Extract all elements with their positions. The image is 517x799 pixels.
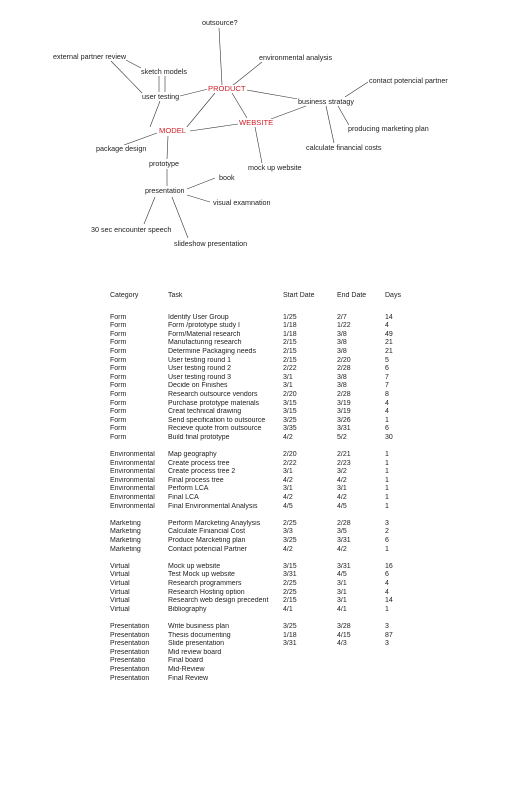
cell-category: Form <box>110 390 127 398</box>
cell-end-date: 2/28 <box>337 519 351 527</box>
cell-start-date: 2/15 <box>283 339 297 347</box>
table-row <box>110 374 415 383</box>
table-row <box>110 331 415 340</box>
cell-start-date: 2/22 <box>283 365 297 373</box>
table-row <box>110 580 415 589</box>
table-row <box>110 606 415 615</box>
cell-end-date: 3/19 <box>337 408 351 416</box>
cell-days: 1 <box>385 545 389 553</box>
cell-task: Create process tree 2 <box>168 468 236 476</box>
cell-end-date: 4/1 <box>337 605 347 613</box>
hub-product: PRODUCT <box>208 84 246 93</box>
cell-task: Form /prototype study I <box>168 322 240 330</box>
node-slideshow-presentation: slideshow presentation <box>174 239 248 248</box>
cell-days: 1 <box>385 459 389 467</box>
cell-days <box>385 666 415 675</box>
cell-start-date <box>283 657 337 666</box>
hub-website: WEBSITE <box>239 118 274 127</box>
table-row <box>110 348 415 357</box>
cell-end-date: 3/8 <box>337 339 347 347</box>
cell-end-date: 2/28 <box>337 365 351 373</box>
cell-start-date: 3/31 <box>283 571 297 579</box>
cell-category: Environmental <box>110 476 155 484</box>
cell-end-date: 3/1 <box>337 485 347 493</box>
table-row <box>110 357 415 366</box>
node-package-design: package design <box>96 144 147 153</box>
cell-end-date: 3/26 <box>337 416 351 424</box>
cell-end-date: 4/2 <box>337 476 347 484</box>
cell-start-date: 3/25 <box>283 622 297 630</box>
cell-days: 8 <box>385 390 389 398</box>
cell-category: Presentation <box>110 640 150 648</box>
cell-days: 21 <box>385 347 393 355</box>
table-row <box>110 417 415 426</box>
cell-end-date: 4/2 <box>337 494 347 502</box>
cell-task: Thesis documenting <box>168 631 231 639</box>
cell-category: Marketing <box>110 537 141 545</box>
cell-category: Environmental <box>110 459 155 467</box>
table-row <box>110 460 415 469</box>
cell-category: Marketing <box>110 528 141 536</box>
cell-start-date: 2/25 <box>283 588 297 596</box>
cell-days: 1 <box>385 494 389 502</box>
cell-days <box>385 675 415 684</box>
cell-days: 6 <box>385 537 389 545</box>
header-category: Category <box>110 292 139 299</box>
table-group <box>110 563 415 615</box>
cell-end-date: 3/8 <box>337 373 347 381</box>
table-row <box>110 400 415 409</box>
table-row <box>110 657 415 666</box>
cell-start-date <box>283 666 337 675</box>
cell-task: Final process tree <box>168 476 224 484</box>
cell-task: Manufacturing research <box>168 339 242 347</box>
node-presentation: presentation <box>145 186 185 195</box>
table-row <box>110 503 415 512</box>
cell-start-date: 4/2 <box>283 545 293 553</box>
cell-task: Determine Packaging needs <box>168 347 256 355</box>
cell-start-date: 3/15 <box>283 408 297 416</box>
table-row <box>110 520 415 529</box>
cell-start-date: 3/15 <box>283 399 297 407</box>
cell-category: Virtual <box>110 571 130 579</box>
table-row <box>110 623 415 632</box>
cell-task: Final LCA <box>168 494 199 502</box>
table-row <box>110 649 415 658</box>
cell-category: Environmental <box>110 451 155 459</box>
table-row <box>110 322 415 331</box>
cell-start-date: 3/1 <box>283 485 293 493</box>
table-row <box>110 589 415 598</box>
cell-days: 4 <box>385 588 389 596</box>
cell-task: Slide presentation <box>168 640 225 648</box>
cell-days: 1 <box>385 468 389 476</box>
mind-map <box>0 0 517 260</box>
table-row <box>110 494 415 503</box>
cell-start-date: 4/2 <box>283 476 293 484</box>
cell-category: Virtual <box>110 588 130 596</box>
header-start-date: Start Date <box>283 292 315 299</box>
cell-category: Presentation <box>110 622 150 630</box>
table-row <box>110 563 415 572</box>
cell-days: 1 <box>385 476 389 484</box>
cell-category: Presentation <box>110 648 150 656</box>
table-group <box>110 314 415 443</box>
cell-start-date <box>283 675 337 684</box>
table-row <box>110 597 415 606</box>
cell-task: Creat technical drawing <box>168 408 242 416</box>
cell-start-date: 2/20 <box>283 451 297 459</box>
cell-category: Virtual <box>110 562 130 570</box>
cell-end-date: 3/1 <box>337 588 347 596</box>
cell-task: Mock up website <box>168 562 221 570</box>
cell-task: Perform LCA <box>168 485 209 493</box>
cell-category: Environmental <box>110 468 155 476</box>
cell-end-date: 3/2 <box>337 468 347 476</box>
table-body <box>110 314 415 684</box>
node-producing-marketing-plan: producing marketing plan <box>348 124 429 133</box>
cell-days: 1 <box>385 502 389 510</box>
header-task: Task <box>168 292 183 299</box>
node-environmental-analysis: environmental analysis <box>259 53 333 62</box>
cell-days: 87 <box>385 631 393 639</box>
cell-end-date: 2/23 <box>337 459 351 467</box>
cell-days: 1 <box>385 416 389 424</box>
table-row <box>110 339 415 348</box>
cell-start-date: 2/15 <box>283 356 297 364</box>
table-row <box>110 675 415 684</box>
node-prototype: prototype <box>149 159 179 168</box>
cell-category: Presentation <box>110 631 150 639</box>
cell-task: Research programmers <box>168 580 242 587</box>
cell-end-date: 5/2 <box>337 433 347 441</box>
cell-task: Final Environmental Analysis <box>168 502 258 510</box>
cell-task: Decide on Finishes <box>168 382 228 390</box>
cell-days: 4 <box>385 322 389 330</box>
cell-task: Perform Marcketing Anaylysis <box>168 519 261 527</box>
cell-start-date: 2/20 <box>283 390 297 398</box>
cell-task: User testing round 1 <box>168 356 232 364</box>
cell-start-date: 2/22 <box>283 459 297 467</box>
cell-days: 7 <box>385 382 389 390</box>
cell-task: Calculate Finiancial Cost <box>168 528 246 536</box>
cell-end-date <box>337 675 385 684</box>
table-row <box>110 571 415 580</box>
cell-start-date: 4/2 <box>283 433 293 441</box>
cell-task: Form/Material research <box>168 330 241 338</box>
cell-end-date: 2/21 <box>337 451 351 459</box>
cell-days: 21 <box>385 339 393 347</box>
header-days: Days <box>385 292 401 299</box>
table-group <box>110 623 415 683</box>
cell-category: Form <box>110 408 127 416</box>
cell-start-date: 3/1 <box>283 373 293 381</box>
table-row <box>110 314 415 323</box>
table-row <box>110 408 415 417</box>
cell-end-date: 2/20 <box>337 356 351 364</box>
cell-task: Map geography <box>168 451 217 459</box>
cell-task: Mid-Review <box>168 665 205 673</box>
cell-start-date: 3/25 <box>283 416 297 424</box>
node-book: book <box>219 173 235 182</box>
cell-task: Research web design precedent <box>168 597 269 605</box>
cell-end-date: 4/5 <box>337 571 347 579</box>
cell-start-date: 1/18 <box>283 322 297 330</box>
cell-start-date: 2/15 <box>283 597 297 605</box>
node-encounter-speech: 30 sec encounter speech <box>91 225 172 234</box>
cell-end-date: 4/5 <box>337 502 347 510</box>
node-outsource: outsource? <box>202 18 238 27</box>
cell-end-date: 2/28 <box>337 390 351 398</box>
cell-category: Form <box>110 347 127 355</box>
table-row <box>110 528 415 537</box>
hub-model: MODEL <box>159 126 187 135</box>
table-row <box>110 477 415 486</box>
node-visual-examination: visual examnation <box>213 198 271 207</box>
cell-days: 4 <box>385 408 389 416</box>
cell-start-date: 3/25 <box>283 537 297 545</box>
node-external-partner-review: external partner review <box>53 52 127 61</box>
cell-category: Marketing <box>110 519 141 527</box>
cell-category: Form <box>110 399 127 407</box>
cell-category: Virtual <box>110 605 130 613</box>
cell-start-date: 4/2 <box>283 494 293 502</box>
table-row <box>110 537 415 546</box>
cell-start-date <box>283 649 337 658</box>
cell-days: 14 <box>385 313 393 321</box>
cell-category: Form <box>110 433 127 441</box>
table-row <box>110 382 415 391</box>
mind-map-connectors <box>0 0 517 260</box>
cell-category: Form <box>110 339 127 347</box>
node-sketch-models: sketch models <box>141 67 187 76</box>
cell-category: Form <box>110 416 127 424</box>
cell-category: Environmental <box>110 485 155 493</box>
cell-end-date: 3/31 <box>337 562 351 570</box>
cell-task: Produce Marcketing plan <box>168 537 246 545</box>
cell-end-date <box>337 657 385 666</box>
cell-days: 3 <box>385 622 389 630</box>
cell-task: Build final prototype <box>168 433 230 441</box>
cell-start-date: 1/18 <box>283 330 297 338</box>
cell-days: 5 <box>385 356 389 364</box>
table-row <box>110 391 415 400</box>
table-row <box>110 546 415 555</box>
cell-category: Form <box>110 356 127 364</box>
cell-task: Final board <box>168 657 204 665</box>
cell-category: Environmental <box>110 494 155 502</box>
cell-end-date: 3/8 <box>337 330 347 338</box>
cell-task: User testing round 2 <box>168 365 232 373</box>
cell-task: Recieve quote from outsource <box>168 425 262 433</box>
cell-task: Mid review board <box>168 648 222 656</box>
cell-end-date: 4/3 <box>337 640 347 648</box>
cell-task: Identify User Group <box>168 313 229 321</box>
table-group <box>110 520 415 554</box>
cell-days: 4 <box>385 399 389 407</box>
table-row <box>110 468 415 477</box>
cell-days: 6 <box>385 365 389 373</box>
cell-start-date: 3/31 <box>283 640 297 648</box>
cell-category: Presentation <box>110 665 150 673</box>
cell-category: Form <box>110 373 127 381</box>
cell-end-date: 3/8 <box>337 347 347 355</box>
cell-days: 6 <box>385 425 389 433</box>
cell-end-date: 3/8 <box>337 382 347 390</box>
cell-task: Research outsource vendors <box>168 390 258 398</box>
table-row <box>110 666 415 675</box>
cell-category: Form <box>110 330 127 338</box>
cell-category: Presentation <box>110 674 150 682</box>
cell-days: 3 <box>385 640 389 648</box>
cell-days: 1 <box>385 451 389 459</box>
cell-end-date: 3/1 <box>337 580 347 587</box>
cell-end-date <box>337 666 385 675</box>
cell-task: Test Mock up website <box>168 571 235 579</box>
cell-task: Write business plan <box>168 622 229 630</box>
table-row <box>110 632 415 641</box>
cell-days: 1 <box>385 485 389 493</box>
cell-days: 7 <box>385 373 389 381</box>
cell-category: Form <box>110 313 127 321</box>
cell-days: 1 <box>385 605 389 613</box>
cell-end-date: 3/5 <box>337 528 347 536</box>
cell-end-date: 4/2 <box>337 545 347 553</box>
cell-start-date: 2/25 <box>283 519 297 527</box>
cell-start-date: 3/3 <box>283 528 293 536</box>
cell-category: Form <box>110 382 127 390</box>
cell-end-date: 4/15 <box>337 631 351 639</box>
node-business-strategy: business stratagy <box>298 97 354 106</box>
node-contact-partner: contact potencial partner <box>369 76 448 85</box>
cell-category: Environmental <box>110 502 155 510</box>
table-row <box>110 425 415 434</box>
cell-days: 4 <box>385 580 389 587</box>
cell-category: Form <box>110 322 127 330</box>
cell-task: User testing round 3 <box>168 373 232 381</box>
cell-category: Marketing <box>110 545 141 553</box>
cell-start-date: 3/15 <box>283 562 297 570</box>
cell-start-date: 3/35 <box>283 425 297 433</box>
cell-start-date: 4/1 <box>283 605 293 613</box>
cell-start-date: 1/18 <box>283 631 297 639</box>
cell-end-date: 2/7 <box>337 313 347 321</box>
cell-days: 2 <box>385 528 389 536</box>
table-row <box>110 434 415 443</box>
cell-end-date: 3/1 <box>337 597 347 605</box>
table-row <box>110 640 415 649</box>
cell-task: Send specification to outsource <box>168 416 266 424</box>
cell-category: Presentatio <box>110 657 146 665</box>
cell-task: Purchase prototype materials <box>168 399 260 407</box>
cell-days: 3 <box>385 519 389 527</box>
cell-category: Virtual <box>110 597 130 605</box>
table-header-row <box>110 292 415 301</box>
cell-end-date: 1/22 <box>337 322 351 330</box>
table-row <box>110 365 415 374</box>
cell-task: Bibliography <box>168 605 207 613</box>
cell-start-date: 2/25 <box>283 580 297 587</box>
cell-days: 6 <box>385 571 389 579</box>
header-end-date: End Date <box>337 292 367 299</box>
cell-task: Contact potencial Partner <box>168 545 247 553</box>
table-row <box>110 485 415 494</box>
cell-end-date <box>337 649 385 658</box>
cell-task: Final Review <box>168 674 209 682</box>
cell-start-date: 2/15 <box>283 347 297 355</box>
cell-start-date: 3/1 <box>283 468 293 476</box>
cell-end-date: 3/31 <box>337 425 351 433</box>
cell-days: 16 <box>385 562 393 570</box>
cell-task: Create process tree <box>168 459 230 467</box>
cell-days: 30 <box>385 433 393 441</box>
cell-start-date: 4/5 <box>283 502 293 510</box>
cell-category: Form <box>110 425 127 433</box>
node-calculate-costs: calculate financial costs <box>306 143 382 152</box>
node-mock-up-website: mock up website <box>248 163 302 172</box>
cell-end-date: 3/19 <box>337 399 351 407</box>
cell-days <box>385 649 415 658</box>
table-group <box>110 451 415 511</box>
cell-end-date: 3/31 <box>337 537 351 545</box>
cell-start-date: 3/1 <box>283 382 293 390</box>
cell-days <box>385 657 415 666</box>
cell-category: Virtual <box>110 580 130 587</box>
cell-days: 49 <box>385 330 393 338</box>
cell-start-date: 1/25 <box>283 313 297 321</box>
cell-end-date: 3/28 <box>337 622 351 630</box>
table-row <box>110 451 415 460</box>
cell-category: Form <box>110 365 127 373</box>
cell-days: 14 <box>385 597 393 605</box>
node-user-testing: user testing <box>142 92 180 101</box>
cell-task: Research Hosting option <box>168 588 245 596</box>
task-schedule-table <box>110 292 415 692</box>
